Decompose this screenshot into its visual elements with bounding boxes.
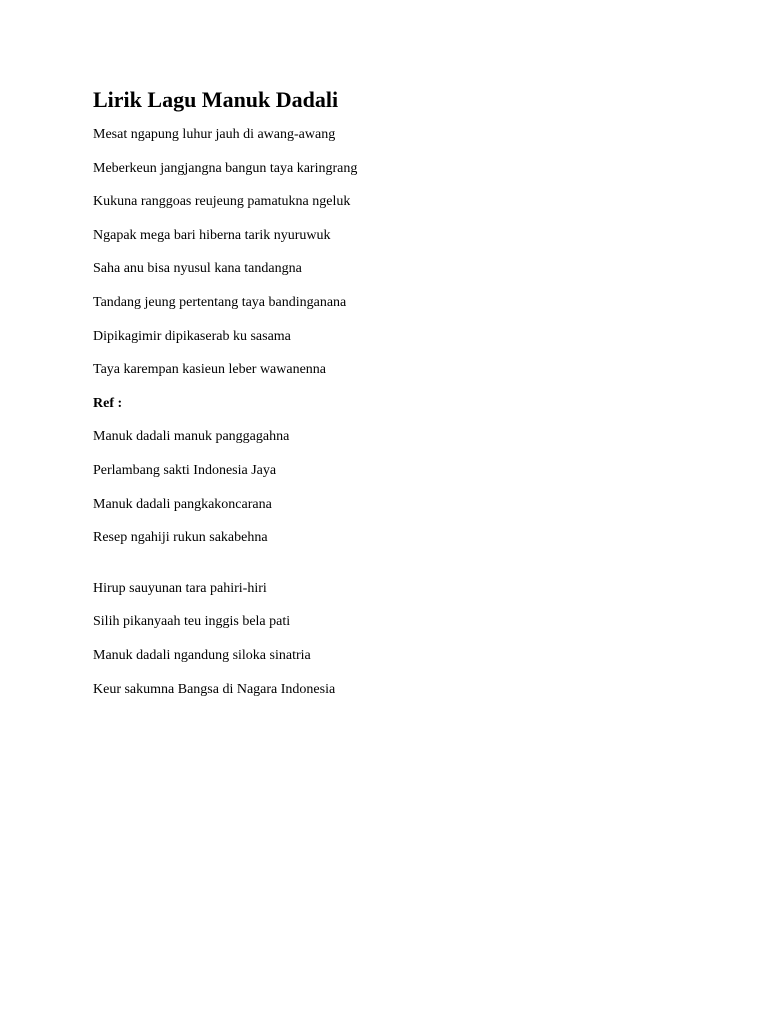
verse-1-line-7: Dipikagimir dipikaserab ku sasama [93, 328, 291, 344]
verse-2-line-2: Silih pikanyaah teu inggis bela pati [93, 614, 291, 630]
verse-1-line-4: Ngapak mega bari hiberna tarik nyuruwuk [93, 227, 331, 243]
lyrics-body [93, 126, 357, 714]
verse-2-line-3: Manuk dadali ngandung siloka sinatria [93, 647, 311, 663]
chorus-line-3: Manuk dadali pangkakoncarana [93, 496, 272, 512]
stanza-divider [93, 563, 357, 580]
verse-2-line-4: Keur sakumna Bangsa di Nagara Indonesia [93, 681, 336, 697]
document-title: Lirik Lagu Manuk Dadali [93, 87, 339, 112]
chorus-line-1: Manuk dadali manuk panggagahna [93, 429, 290, 445]
verse-2-line-1: Hirup sauyunan tara pahiri-hiri [93, 580, 267, 596]
verse-1-line-2: Meberkeun jangjangna bangun taya karingrang [93, 160, 358, 176]
ref-label: Ref : [93, 395, 123, 411]
chorus-line-2: Perlambang sakti Indonesia Jaya [93, 462, 277, 478]
verse-1-line-8: Taya karempan kasieun leber wawanenna [93, 362, 327, 378]
verse-1-line-6: Tandang jeung pertentang taya bandinganana [93, 294, 347, 310]
verse-1-line-5: Saha anu bisa nyusul kana tandangna [93, 261, 302, 277]
chorus-line-4: Resep ngahiji rukun sakabehna [93, 530, 268, 546]
verse-1-line-1: Mesat ngapung luhur jauh di awang-awang [93, 127, 336, 142]
verse-1-line-3: Kukuna ranggoas reujeung pamatukna ngeluk [93, 194, 351, 210]
